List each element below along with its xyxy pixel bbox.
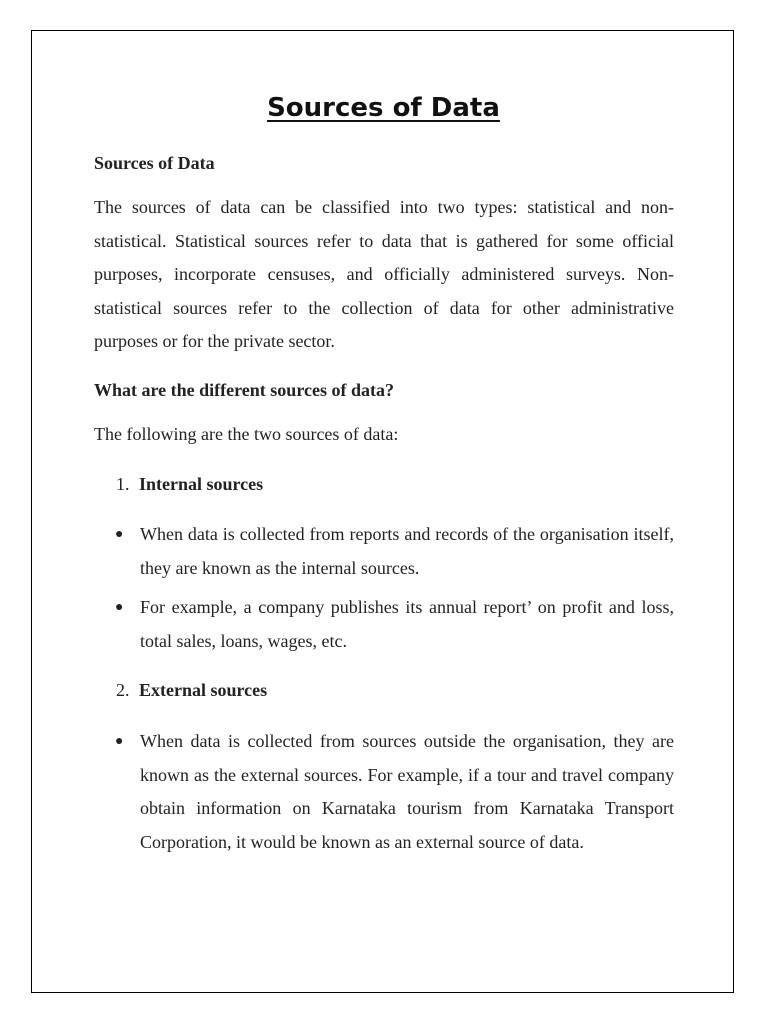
bullet-icon: ● [115, 600, 124, 615]
bullet-icon: ● [115, 734, 124, 749]
question-heading: What are the different sources of data? [94, 380, 394, 400]
bullet-icon: ● [115, 527, 124, 542]
section-label: External sources [139, 680, 268, 700]
bullet-text: When data is collected from reports and records of the organisation itself, they are known as the internal sources. [140, 524, 674, 578]
list-item [115, 518, 674, 585]
list-item [115, 725, 674, 859]
section-heading-internal [116, 474, 263, 495]
section-subheading: Sources of Data [94, 153, 215, 173]
section-number: 1. [116, 474, 130, 494]
section-heading-external [116, 680, 267, 701]
bullet-text: For example, a company publishes its annual report’ on profit and loss, total sales, loans, wages, etc. [140, 597, 674, 651]
bullet-text: When data is collected from sources outside the organisation, they are known as the external sources. For example, if a tour and travel company obtain information on Karnataka tourism from Karnataka Transport Corporation, it would be known as an external source of data. [140, 731, 674, 852]
page-title: Sources of Data [267, 93, 500, 123]
intro-paragraph: The sources of data can be classified into two types: statistical and non-statistical. Statistical sources refer to data that is gathered for some official purposes, incorporate censuses, and officially administered surveys. Non-statistical sources refer to the collection of data for other administrative purposes or for the private sector. [94, 197, 674, 351]
list-item [115, 591, 674, 658]
section-number: 2. [116, 680, 130, 700]
document-page [31, 30, 734, 993]
lead-sentence: The following are the two sources of data: [94, 424, 399, 444]
section-label: Internal sources [139, 474, 264, 494]
